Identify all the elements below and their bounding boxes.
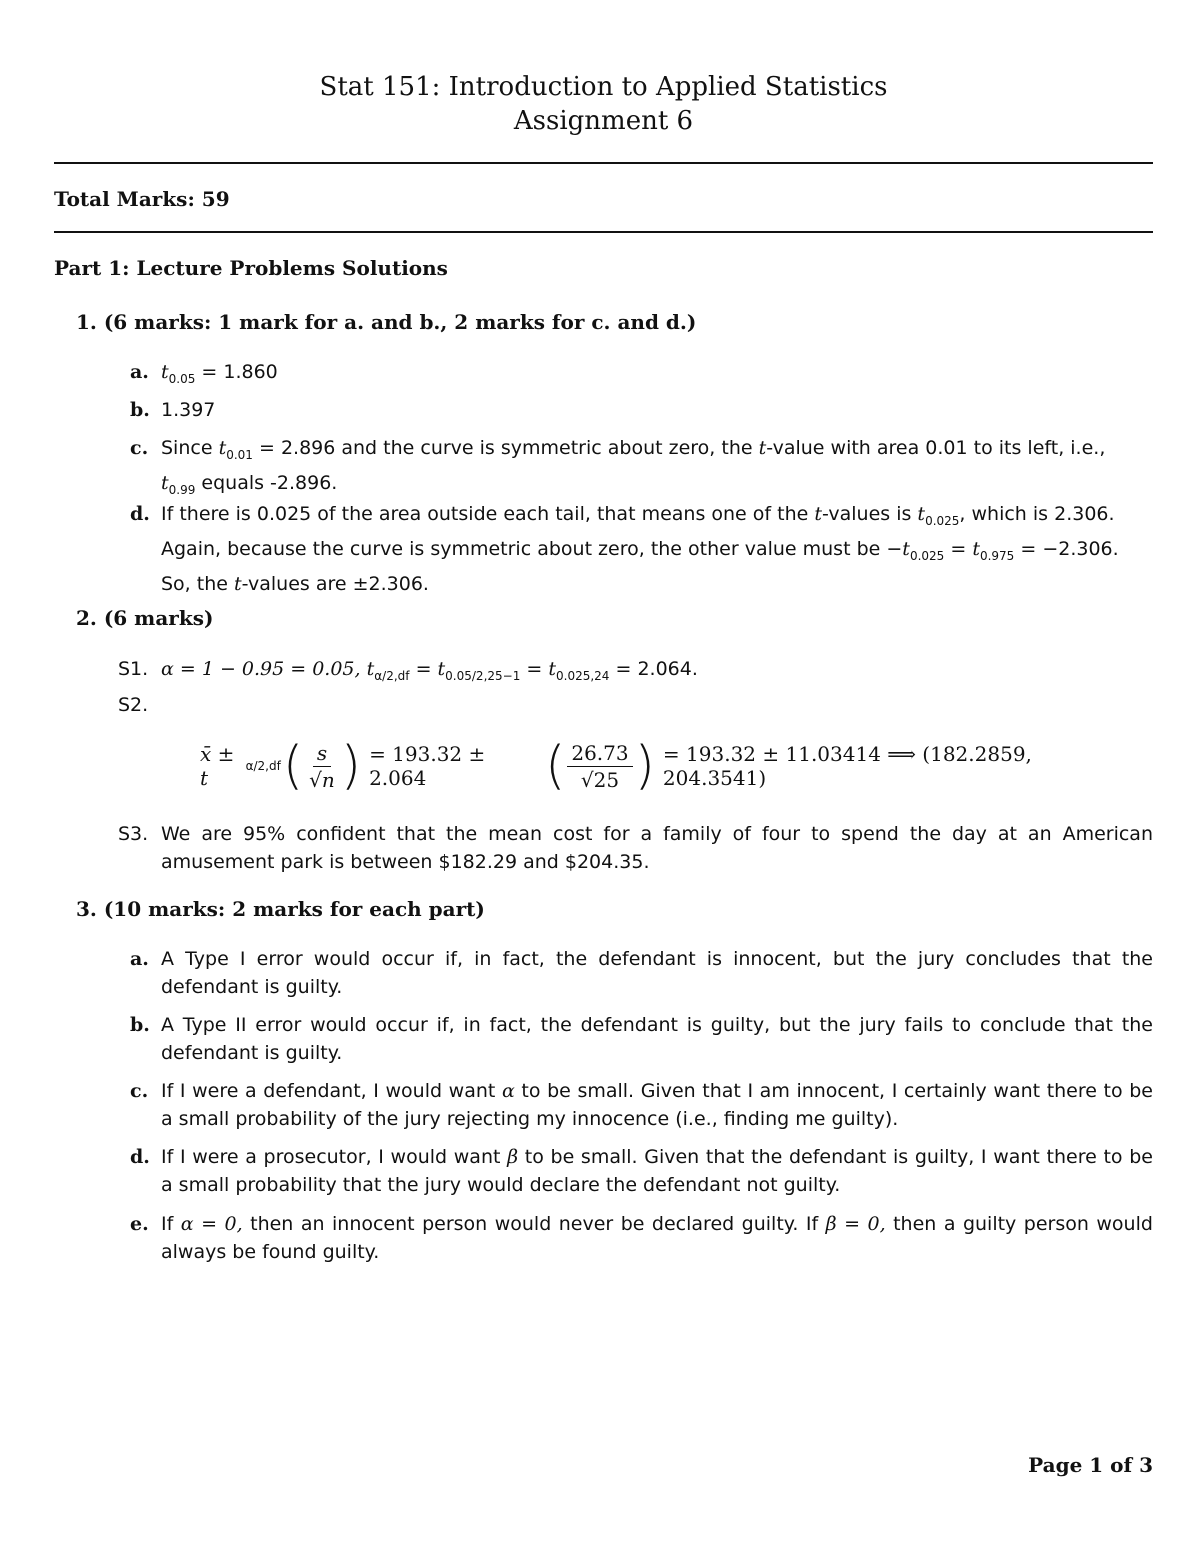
- divider-bottom: [54, 231, 1153, 233]
- alpha-zero: α = 0,: [180, 1213, 243, 1235]
- q3-a-label: a.: [130, 948, 149, 970]
- assignment-title: Assignment 6: [513, 106, 694, 136]
- q1-item-c: [54, 434, 1153, 504]
- denominator: √25: [580, 767, 620, 792]
- t-symbol: t: [902, 537, 910, 560]
- t-symbol: t: [814, 503, 823, 525]
- t-subscript: 0.025: [909, 548, 945, 563]
- t-subscript: 0.025: [925, 513, 960, 528]
- divider-top: [54, 162, 1153, 164]
- q2-step1: S1. α = 1 − 0.95 = 0.05, $t_{\alpha/2,df} = t_{0.05/2,25-1} = t_{0.025,24} = 2.064$.: [54, 655, 1153, 690]
- t-subscript: 0.05: [168, 371, 196, 386]
- q3-a-text: A Type I error would occur if, in fact, the defendant is innocent, but the jury concludes that the defendant is guilty.: [161, 948, 1153, 998]
- q3-b-text: A Type II error would occur if, in fact, the defendant is guilty, but the jury fails to conclude that the defendant is guilty.: [161, 1014, 1153, 1064]
- left-paren: (: [545, 736, 566, 796]
- q3-header: 3. (10 marks: 2 marks for each part): [76, 897, 485, 921]
- document-title: [54, 70, 1153, 138]
- page-number: Page 1 of 3: [1028, 1453, 1153, 1477]
- q1-b-text: 1.397: [161, 399, 216, 421]
- q1-c-label: c.: [130, 437, 149, 459]
- q3-c-text2: to be small. Given that I am innocent, I certainly want there to be a small probability of the jury rejecting my innocence (i.e., finding me guilty).: [161, 1080, 1153, 1130]
- q3-d-label: d.: [130, 1146, 150, 1168]
- q3-e-label: e.: [130, 1213, 149, 1235]
- q1-d-text6: -values are ±2.306.: [241, 572, 429, 595]
- q1-c-text2: = 2.896 and the curve is symmetric about zero, the: [258, 437, 753, 459]
- t-subscript: α/2,df: [245, 759, 281, 773]
- t-symbol: t: [917, 503, 926, 525]
- q3-d-text2: to be small. Given that the defendant is guilty, I want there to be a small probability that the jury would declare the defendant not guilty.: [161, 1146, 1153, 1196]
- q1-a-value: = 1.860: [201, 361, 278, 383]
- q2-header: 2. (6 marks): [76, 606, 214, 630]
- q1-item-d: d. If there is 0.025 of the area outside each tail, that means one of the t-values is $t_{0.025}$, which is 2.306. Again, because the curve is symmetric about zero, the other value must be $-t_{0.025} = t_{0.975} = -2.306$. So, the t-values are ±2.306.: [54, 500, 1153, 598]
- q1-c-text1: Since: [161, 437, 213, 459]
- q1-a-label: a.: [130, 361, 149, 383]
- alpha-symbol: α: [501, 1080, 515, 1102]
- q1-c-text4: equals -2.896.: [201, 471, 338, 494]
- q1-d-eq: = −2.306.: [1020, 537, 1119, 560]
- s1-value: = 2.064.: [615, 658, 698, 680]
- t-subscript: 0.025,24: [556, 668, 610, 683]
- right-paren: ): [340, 736, 362, 796]
- denominator: √n: [309, 767, 335, 792]
- q3-c-label: c.: [130, 1080, 149, 1102]
- t-symbol: t: [972, 537, 980, 560]
- t-symbol: t: [161, 361, 169, 383]
- t-symbol: t: [161, 471, 169, 494]
- xbar-term: x̄ ± t: [200, 742, 235, 790]
- t-symbol: t: [366, 658, 375, 680]
- total-marks: Total Marks: 59: [54, 187, 230, 211]
- q1-c-text3: -value with area 0.01 to its left, i.e.,: [766, 437, 1106, 459]
- s1-label: S1.: [118, 658, 149, 680]
- q1-item-b: [54, 396, 1153, 424]
- t-subscript: α/2,df: [374, 668, 410, 683]
- q3-item-c: [54, 1077, 1153, 1133]
- t-symbol: t: [218, 437, 227, 459]
- course-title: Stat 151: Introduction to Applied Statistics: [319, 72, 888, 102]
- q3-item-a: [54, 945, 1153, 1001]
- t-symbol: t: [234, 572, 242, 595]
- s3-label: S3.: [118, 823, 149, 845]
- q3-d-text1: If I were a prosecutor, I would want: [161, 1146, 501, 1168]
- fraction-values: [567, 740, 632, 793]
- q1-d-text3: , which is 2.306.: [959, 503, 1115, 525]
- s2-label: S2.: [118, 694, 149, 716]
- fraction-s-over-root-n: [305, 740, 339, 793]
- t-subscript: 0.01: [226, 447, 253, 462]
- q3-c-text1: If I were a defendant, I would want: [161, 1080, 496, 1102]
- q3-e-text2: then an innocent person would never be declared guilty. If: [250, 1213, 819, 1235]
- t-subscript: 0.975: [979, 548, 1015, 563]
- t-symbol: t: [548, 658, 556, 680]
- t-subscript: 0.99: [168, 482, 196, 497]
- q3-item-d: [54, 1143, 1153, 1199]
- left-paren: (: [282, 736, 304, 796]
- beta-symbol: β: [507, 1146, 519, 1168]
- t-symbol: t: [437, 658, 446, 680]
- right-paren: ): [634, 736, 655, 796]
- t-subscript: 0.05/2,25−1: [445, 668, 521, 683]
- q3-b-label: b.: [130, 1014, 150, 1036]
- q3-e-text3: then a guilty person would always be found guilty.: [161, 1213, 1153, 1263]
- s1-alpha: α = 1 − 0.95 = 0.05,: [161, 658, 361, 680]
- q1-d-label: d.: [130, 503, 150, 525]
- t-symbol: t: [758, 437, 767, 459]
- q1-item-a: [54, 358, 1153, 393]
- ci-middle: = 193.32 ± 2.064: [369, 742, 486, 790]
- s3-text: We are 95% confident that the mean cost for a family of four to spend the day at an American amusement park is between $182.29 and $204.35.: [161, 823, 1153, 873]
- q1-d-text1: If there is 0.025 of the area outside each tail, that means one of the: [161, 503, 809, 525]
- confidence-interval-equation: [200, 733, 1110, 799]
- numerator: s: [313, 740, 331, 767]
- numerator: 26.73: [567, 740, 632, 767]
- q3-item-e: [54, 1210, 1153, 1266]
- q2-step3: [54, 820, 1153, 876]
- q1-d-text5: So, the: [161, 572, 228, 595]
- ci-result: = 193.32 ± 11.03414 ⟹ (182.2859, 204.3541): [662, 742, 1032, 790]
- q1-d-text4: Again, because the curve is symmetric about zero, the other value must be: [161, 537, 881, 560]
- q1-b-label: b.: [130, 399, 150, 421]
- q3-e-text1: If: [161, 1213, 174, 1235]
- part1-heading: Part 1: Lecture Problems Solutions: [54, 256, 448, 280]
- q1-d-text2: -values is: [822, 503, 912, 525]
- beta-zero: β = 0,: [825, 1213, 886, 1235]
- q3-item-b: [54, 1011, 1153, 1067]
- q1-header: 1. (6 marks: 1 mark for a. and b., 2 marks for c. and d.): [76, 310, 697, 334]
